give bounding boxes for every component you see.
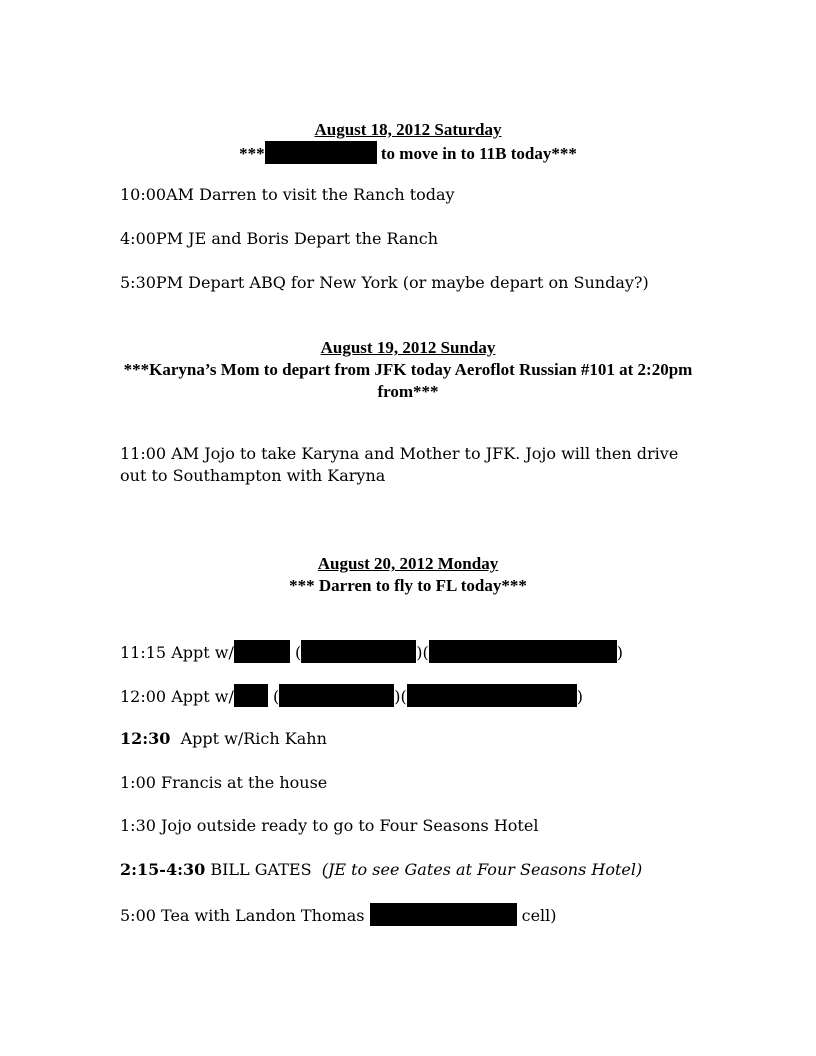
close-paren: ): [416, 643, 423, 662]
redaction-block: [370, 903, 517, 926]
entry-1000am: 10:00AM Darren to visit the Ranch today: [120, 185, 455, 204]
date-heading-aug20: August 20, 2012 Monday: [317, 554, 499, 573]
note-aug18-suffix: to move in to 11B today***: [376, 144, 577, 163]
redaction-block: [301, 640, 416, 663]
open-paren: (: [294, 643, 302, 662]
entry-jojo: 1:30 Jojo outside ready to go to Four Seasons Hotel: [120, 816, 539, 835]
entry-530pm: 5:30PM Depart ABQ for New York (or maybe depart on Sunday?): [120, 273, 649, 292]
close-paren: ): [394, 687, 401, 706]
redaction-block: [279, 684, 394, 707]
entry-appt-1115: [120, 640, 700, 664]
entry-bill-gates: [120, 859, 700, 881]
gates-name: BILL GATES: [205, 860, 322, 879]
redaction-block: [234, 684, 268, 707]
tea-label: 5:00 Tea with Landon Thomas: [120, 906, 370, 925]
appt-1115-label: 11:15 Appt w/: [120, 643, 234, 662]
open-paren: (: [272, 687, 280, 706]
time-gates: 2:15-4:30: [120, 860, 206, 879]
redaction-block: [265, 141, 377, 164]
date-heading-aug18: August 18, 2012 Saturday: [314, 120, 502, 139]
redaction-block: [407, 684, 577, 707]
close-paren: ): [616, 643, 623, 662]
rich-kahn-text: Appt w/Rich Kahn: [170, 729, 327, 748]
entry-appt-1200: [120, 684, 700, 708]
note-aug18-prefix: ***: [239, 144, 265, 163]
time-1230: 12:30: [120, 729, 171, 748]
entry-tea: [120, 903, 700, 927]
redaction-block: [429, 640, 617, 663]
entry-1100am: 11:00 AM Jojo to take Karyna and Mother to JFK. Jojo will then drive out to Southampton with Karyna: [120, 444, 679, 485]
date-heading-aug19: August 19, 2012 Sunday: [320, 338, 496, 357]
tea-suffix: cell): [516, 906, 557, 925]
open-paren: (: [422, 643, 429, 662]
entry-appt-1230: [120, 728, 700, 750]
note-aug18: [0, 141, 816, 165]
close-paren: ): [576, 687, 583, 706]
entry-francis: 1:00 Francis at the house: [120, 773, 328, 792]
redaction-block: [234, 640, 290, 663]
appt-1200-label: 12:00 Appt w/: [120, 687, 234, 706]
open-paren: (: [400, 687, 407, 706]
entry-400pm: 4:00PM JE and Boris Depart the Ranch: [120, 229, 439, 248]
gates-note: (JE to see Gates at Four Seasons Hotel): [321, 860, 643, 879]
note-aug20: *** Darren to fly to FL today***: [289, 576, 527, 595]
note-aug19: ***Karyna’s Mom to depart from JFK today Aeroflot Russian #101 at 2:20pm from***: [123, 360, 693, 401]
